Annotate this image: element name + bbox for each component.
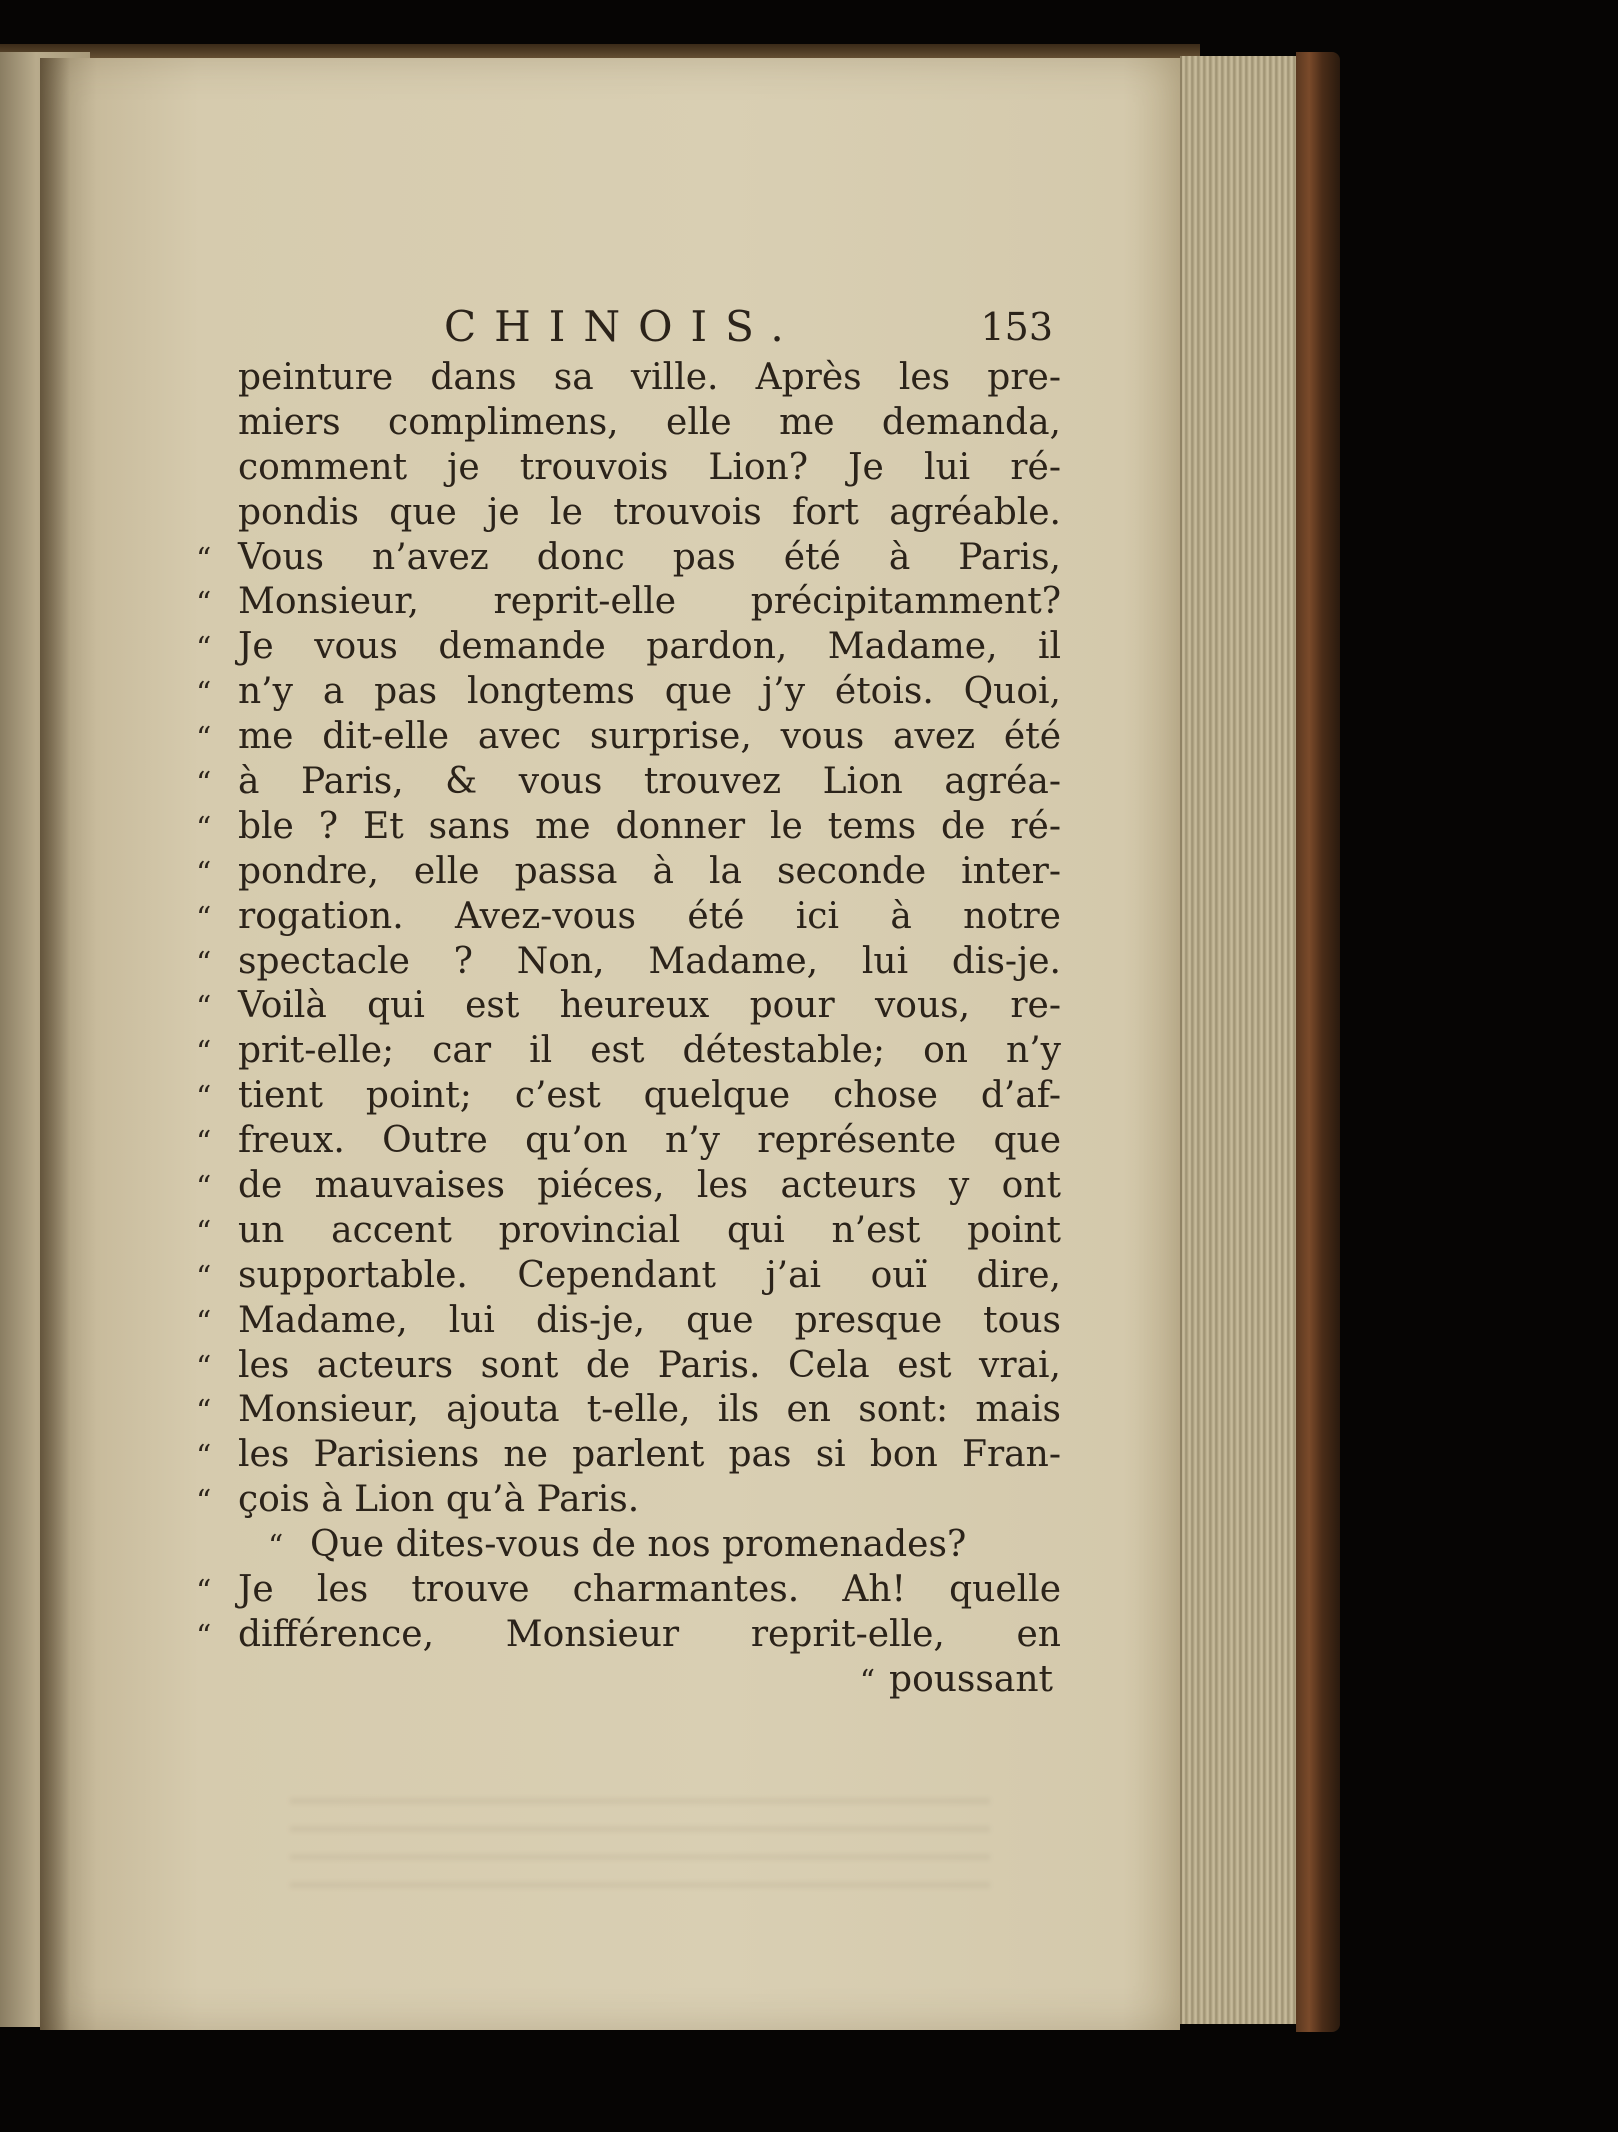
text-line: [196, 805, 1061, 850]
line-text: différence, Monsieur reprit-elle, en: [238, 1613, 1061, 1655]
text-line: [196, 760, 1061, 805]
line-text: les acteurs sont de Paris. Cela est vrai,: [238, 1344, 1061, 1386]
text-line: [196, 715, 1061, 760]
line-text: les Parisiens ne parlent pas si bon Fran-: [238, 1434, 1061, 1476]
line-text: supportable. Cependant j’ai ouï dire,: [238, 1254, 1061, 1296]
gutter-shadow: [40, 58, 70, 2030]
text-lines: [196, 356, 1061, 1703]
quote-mark: “: [196, 1394, 212, 1430]
quote-mark: “: [196, 1259, 212, 1295]
running-head: [196, 298, 1061, 356]
text-line: [196, 446, 1061, 491]
line-text: freux. Outre qu’on n’y représente que: [238, 1120, 1061, 1162]
quote-mark: “: [196, 1170, 212, 1206]
cover-binding-edge: [1296, 52, 1340, 2032]
text-line: [196, 850, 1061, 895]
line-text: çois à Lion qu’à Paris.: [238, 1479, 640, 1521]
line-text: ble ? Et sans me donner le tems de ré-: [238, 805, 1061, 847]
line-text: spectacle ? Non, Madame, lui dis-je.: [238, 940, 1061, 982]
text-line: [196, 1164, 1061, 1209]
text-line: [196, 1119, 1061, 1164]
line-text: poussant: [889, 1658, 1053, 1700]
line-text: tient point; c’est quelque chose d’af-: [238, 1075, 1061, 1117]
text-line: [196, 356, 1061, 401]
line-text: Je les trouve charmantes. Ah! quelle: [238, 1569, 1061, 1611]
quote-mark: “: [196, 1484, 212, 1520]
line-text: de mauvaises piéces, les acteurs y ont: [238, 1165, 1061, 1207]
quote-mark: “: [196, 1349, 212, 1385]
line-text: un accent provincial qui n’est point: [238, 1209, 1061, 1251]
line-text: Je vous demande pardon, Madame, il: [238, 626, 1061, 668]
text-line: [196, 895, 1061, 940]
quote-mark: “: [196, 676, 212, 712]
quote-mark: “: [196, 541, 212, 577]
text-line: [196, 1344, 1061, 1389]
quote-mark: “: [268, 1529, 284, 1565]
text-block: [196, 298, 1061, 1703]
line-text: n’y a pas longtems que j’y étois. Quoi,: [238, 671, 1061, 713]
quote-mark: “: [196, 1439, 212, 1475]
text-line: [196, 1523, 1061, 1568]
line-text: prit-elle; car il est détestable; on n’y: [238, 1030, 1061, 1072]
line-text: miers complimens, elle me demanda,: [238, 401, 1061, 443]
line-text: Vous n’avez donc pas été à Paris,: [238, 536, 1061, 578]
quote-mark: “: [859, 1663, 876, 1699]
line-text: rogation. Avez-vous été ici à notre: [238, 895, 1061, 937]
text-line: [196, 1568, 1061, 1613]
line-text: à Paris, & vous trouvez Lion agréa-: [238, 761, 1061, 803]
line-text: me dit-elle avec surprise, vous avez été: [238, 716, 1061, 758]
quote-mark: “: [196, 1125, 212, 1161]
quote-mark: “: [196, 945, 212, 981]
quote-mark: “: [196, 1214, 212, 1250]
quote-mark: “: [196, 1618, 212, 1654]
text-line: [196, 1299, 1061, 1344]
text-line: [196, 1658, 1061, 1703]
quote-mark: “: [196, 721, 212, 757]
text-line: [196, 1478, 1061, 1523]
text-line: [196, 1074, 1061, 1119]
quote-mark: “: [196, 900, 212, 936]
running-title: CHINOIS.: [444, 302, 802, 351]
quote-mark: “: [196, 1574, 212, 1610]
quote-mark: “: [196, 766, 212, 802]
page-number: 153: [980, 305, 1053, 349]
line-text: comment je trouvois Lion? Je lui ré-: [238, 446, 1061, 488]
text-line: [196, 1254, 1061, 1299]
text-line: [196, 940, 1061, 985]
reverse-side-show-through: [290, 1798, 990, 1888]
text-line: [196, 491, 1061, 536]
line-text: pondre, elle passa à la seconde inter-: [238, 850, 1061, 892]
quote-mark: “: [196, 1035, 212, 1071]
text-line: [196, 1388, 1061, 1433]
quote-mark: “: [196, 855, 212, 891]
quote-mark: “: [196, 586, 212, 622]
line-text: Que dites-vous de nos promenades?: [310, 1524, 967, 1566]
quote-mark: “: [196, 990, 212, 1026]
quote-mark: “: [196, 1304, 212, 1340]
book-spread: [0, 52, 1340, 2032]
text-line: [196, 536, 1061, 581]
line-text: pondis que je le trouvois fort agréable.: [238, 491, 1061, 533]
text-line: [196, 625, 1061, 670]
quote-mark: “: [196, 1080, 212, 1116]
line-text: Monsieur, reprit-elle précipitamment?: [238, 581, 1061, 623]
text-line: [196, 1613, 1061, 1658]
text-line: [196, 580, 1061, 625]
quote-mark: “: [196, 810, 212, 846]
text-line: [196, 1209, 1061, 1254]
line-text: Monsieur, ajouta t-elle, ils en sont: mais: [238, 1389, 1061, 1431]
line-text: Madame, lui dis-je, que presque tous: [238, 1299, 1061, 1341]
text-line: [196, 984, 1061, 1029]
page-block-edges: [1180, 56, 1302, 2024]
line-text: Voilà qui est heureux pour vous, re-: [238, 985, 1061, 1027]
text-line: [196, 1029, 1061, 1074]
quote-mark: “: [196, 631, 212, 667]
text-line: [196, 401, 1061, 446]
line-text: peinture dans sa ville. Après les pre-: [238, 357, 1061, 398]
text-line: [196, 1433, 1061, 1478]
text-line: [196, 670, 1061, 715]
